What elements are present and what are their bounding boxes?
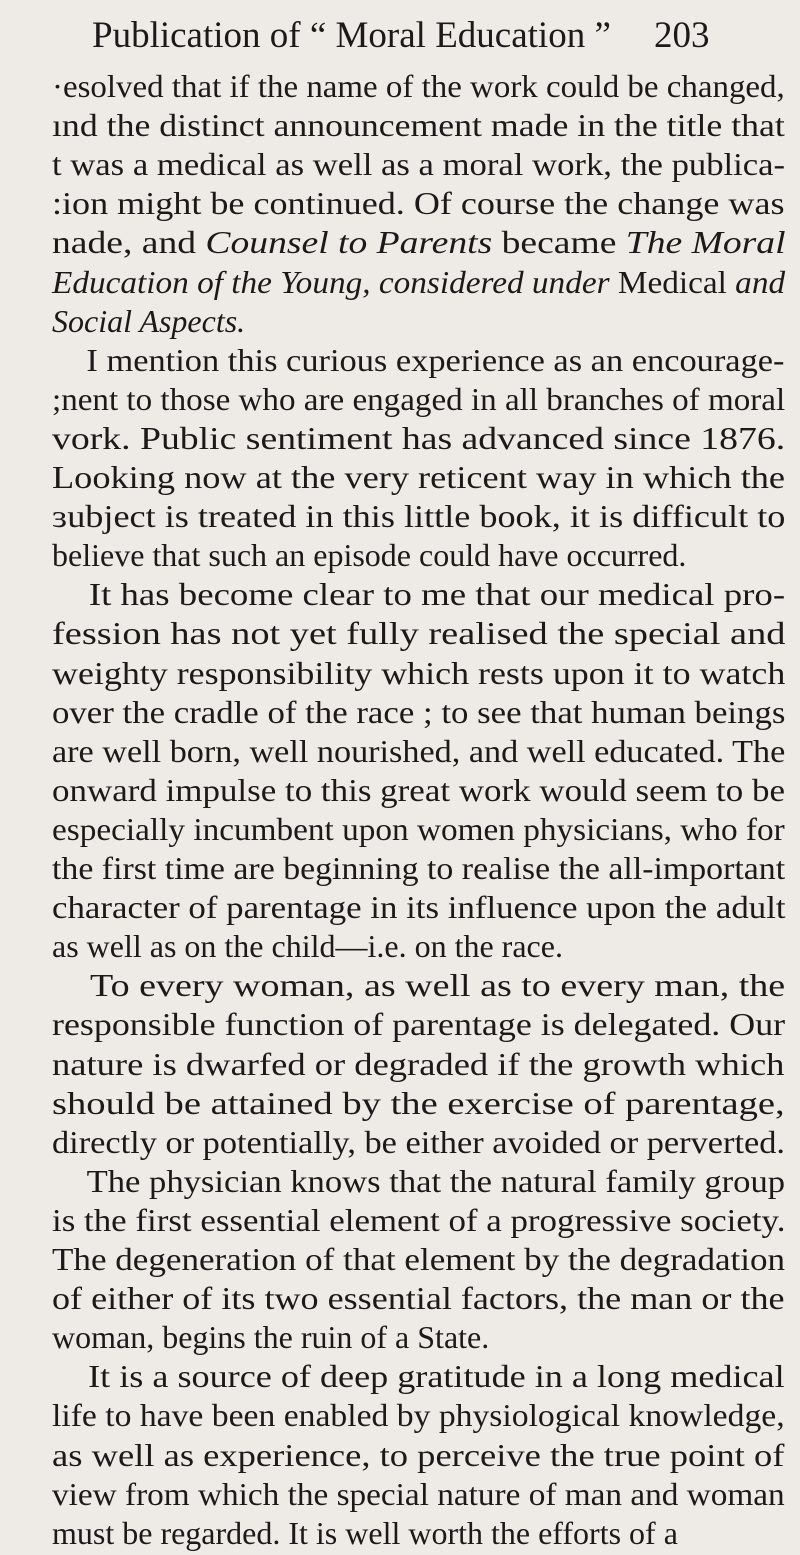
text-run: ;nent to those who are engaged in all branches of moral [52, 380, 786, 417]
text-line [52, 1315, 489, 1359]
text-line [52, 846, 785, 890]
text-line [52, 1433, 784, 1477]
italic-text: and [735, 263, 786, 300]
text-line [52, 1393, 785, 1437]
italic-text: Education of the Young, considered under [52, 263, 610, 300]
text-run: weighty responsibility which rests upon it to watch [52, 654, 786, 691]
text-line [52, 611, 785, 655]
text-run: view from which the special nature of man and woman [52, 1475, 785, 1512]
text-line [52, 338, 784, 382]
text-run: vork. Public sentiment has advanced since 1876. [52, 419, 786, 456]
text-line [52, 494, 785, 538]
text-line [52, 885, 786, 929]
text-run: nature is dwarfed or degraded if the growth which [52, 1045, 785, 1082]
text-line [52, 455, 785, 499]
text-line [52, 768, 785, 812]
text-run: woman, begins the ruin of a State. [52, 1319, 490, 1356]
text-run: t was a medical as well as a moral work, the publica- [52, 146, 786, 183]
text-line [52, 299, 245, 343]
italic-text: The Moral [625, 224, 786, 261]
text-line [52, 690, 785, 734]
text-run: as well as experience, to perceive the true point of [52, 1436, 785, 1473]
text-line [52, 1120, 785, 1164]
text-line [52, 377, 785, 421]
text-run: I mention this curious experience as an encourage- [52, 341, 785, 378]
text-run: fession has not yet fully realised the special and [52, 615, 786, 652]
text-line [52, 729, 785, 773]
text-run: Medical [609, 263, 736, 300]
text-line [52, 1276, 785, 1320]
text-run: should be attained by the exercise of parentage, [52, 1084, 785, 1121]
text-run: life to have been enabled by physiological knowledge, [52, 1397, 785, 1434]
italic-text: Counsel to Parents [205, 224, 493, 261]
text-line [52, 1472, 785, 1516]
text-run: ɜubject is treated in this little book, it is difficult to [52, 498, 786, 535]
text-run: responsible function of parentage is delegated. Our [52, 1006, 786, 1043]
text-run: character of parentage in its influence upon the adult [52, 889, 786, 926]
text-line [52, 1237, 785, 1281]
text-line [52, 572, 785, 616]
text-line [52, 1511, 678, 1555]
text-run: To every woman, as well as to every man, the [52, 967, 786, 1004]
text-run: the first time are beginning to realise the all-important [52, 850, 786, 886]
text-run: nade, and [52, 224, 206, 261]
text-line [52, 260, 785, 304]
text-run: believe that such an episode could have occurred. [52, 537, 687, 574]
text-run: ınd the distinct announcement made in the title that [52, 107, 785, 144]
text-run: became [492, 224, 626, 261]
text-line [52, 142, 785, 186]
italic-text: Social Aspects. [52, 302, 246, 339]
text-line [52, 1354, 785, 1398]
text-run: as well as on the child—i.e. on the race. [52, 928, 563, 965]
text-run: It has become clear to me that our medical pro- [52, 576, 786, 613]
text-line [52, 1042, 784, 1086]
text-line [52, 64, 785, 108]
text-line [52, 103, 785, 147]
text-line [52, 807, 785, 851]
text-line [52, 924, 563, 968]
text-line [52, 181, 785, 225]
text-line [52, 1002, 785, 1046]
text-line [52, 416, 785, 460]
text-line [52, 220, 786, 264]
text-run: is the first essential element of a progressive society. [52, 1201, 786, 1238]
text-run: especially incumbent upon women physicians, who for [52, 810, 785, 847]
text-line [52, 533, 686, 577]
page-header [92, 8, 792, 64]
text-run: The degeneration of that element by the degradation [52, 1241, 786, 1277]
text-run: directly or potentially, be either avoided or perverted. [52, 1123, 785, 1160]
text-run: The physician knows that the natural family group [52, 1162, 786, 1199]
text-run: must be regarded. It is well worth the efforts of a [52, 1514, 678, 1551]
text-line [52, 963, 785, 1007]
text-line [52, 1081, 785, 1125]
page-number: 203 [654, 15, 710, 56]
text-run: :ion might be continued. Of course the change was [52, 185, 785, 222]
text-run: over the cradle of the race ; to see that human beings [52, 693, 786, 730]
text-run: It is a source of deep gratitude in a long medical [52, 1358, 785, 1395]
text-run: Looking now at the very reticent way in which the [52, 459, 786, 495]
text-run: ·esolved that if the name of the work could be changed, [52, 68, 785, 104]
text-run: of either of its two essential factors, the man or the [52, 1280, 785, 1317]
text-line [52, 1159, 785, 1203]
text-line [52, 651, 785, 695]
running-title: Publication of “ Moral Education ” [92, 15, 611, 56]
text-run: onward impulse to this great work would seem to be [52, 771, 785, 808]
text-line [52, 1198, 785, 1242]
text-run: are well born, well nourished, and well educated. The [52, 732, 786, 769]
